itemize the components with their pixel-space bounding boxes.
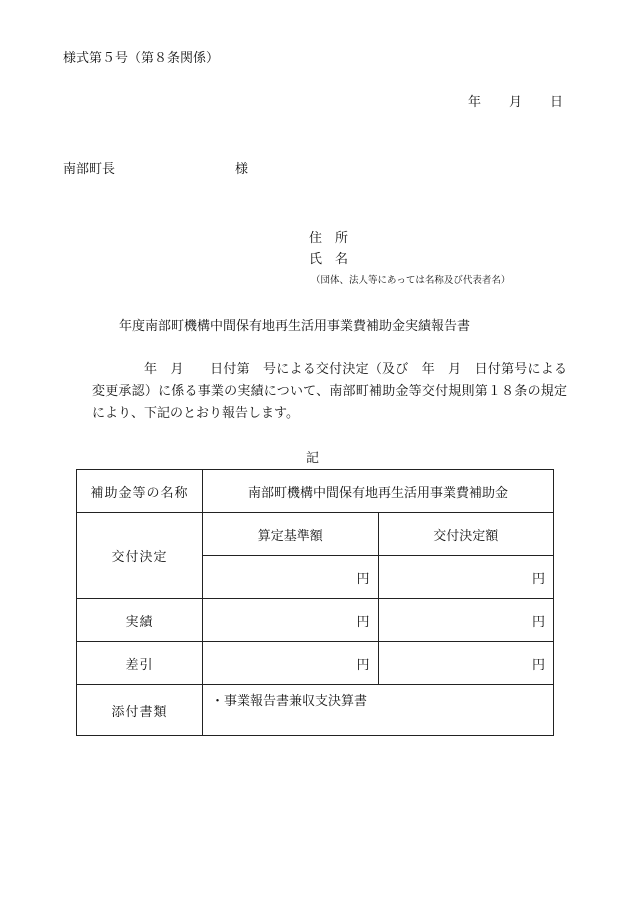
name-label: 氏 名 (309, 252, 349, 267)
subsidy-name-value: 南部町機構中間保有地再生活用事業費補助金 (203, 470, 554, 513)
date-year: 年 (468, 95, 482, 110)
attachments-label: 添付書類 (77, 685, 203, 736)
table-row (77, 513, 554, 556)
table-row (77, 642, 554, 685)
grant-amount-header: 交付決定額 (378, 513, 554, 556)
table-row (77, 685, 554, 736)
subsidy-name-label: 補助金等の名称 (77, 470, 203, 513)
difference-calc-yen: 円 (203, 642, 379, 685)
table-row (77, 599, 554, 642)
date-line (468, 96, 563, 109)
difference-label: 差引 (77, 642, 203, 685)
report-table (76, 469, 554, 736)
addressee-line (63, 163, 248, 176)
actual-calc-yen: 円 (203, 599, 379, 642)
address-label: 住 所 (309, 231, 349, 246)
grant-decision-label: 交付決定 (77, 513, 203, 599)
actual-grant-yen: 円 (378, 599, 554, 642)
honorific: 様 (235, 162, 249, 177)
applicant-note: （団体、法人等にあっては名称及び代表者名） (311, 275, 511, 286)
calc-base-header: 算定基準額 (203, 513, 379, 556)
document-title: 年度南部町機構中間保有地再生活用事業費補助金実績報告書 (119, 319, 471, 334)
calc-base-yen: 円 (203, 556, 379, 599)
ki-marker: 記 (306, 451, 320, 466)
addressee: 南部町長 (63, 162, 116, 177)
attachments-value: ・事業報告書兼収支決算書 (203, 685, 554, 736)
actual-label: 実績 (77, 599, 203, 642)
body-text: 年 月 日付第 号による交付決定（及び 年 月 日付第号による変更承認）に係る事業の実績について、南部町補助金等交付規則第１８条の規定により、下記のとおり報告します。 (92, 362, 567, 421)
date-month: 月 (509, 95, 523, 110)
difference-grant-yen: 円 (378, 642, 554, 685)
table-row (77, 470, 554, 513)
grant-amount-yen: 円 (378, 556, 554, 599)
date-day: 日 (550, 95, 564, 110)
form-number: 様式第５号（第８条関係） (63, 51, 220, 66)
